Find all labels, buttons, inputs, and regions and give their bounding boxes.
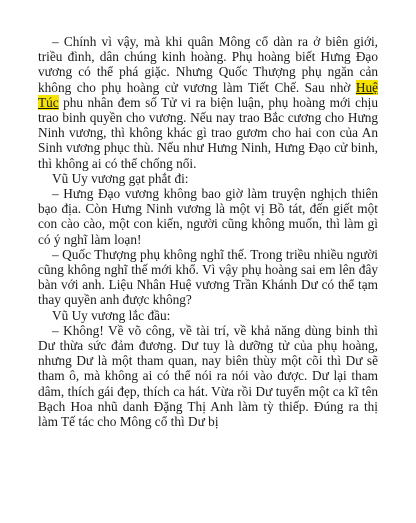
- paragraph-1-text-start: – Chính vì vậy, mà khi quân Mông cổ dàn ra ở biên giới, triều đình, dân chúng kinh hoàng. Phụ hoàng biết Hưng Đạo vương có thể phá giặc. Nhưng Quốc Thượng phụ ngăn cản không cho phụ hoàng cử vương làm Tiết Chế. Sau nhờ: [38, 34, 378, 95]
- paragraph-1-text-end: phu nhân đem số Tử vi ra biện luận, phụ hoàng mới chịu trao binh quyền cho vương. Nếu nay trao Bắc cương cho Hưng Ninh vương, thì không khác gì trao gươm cho hai con của An Sinh vương phục thù. Nếu như Hưng Ninh, Hưng Đạo cử binh, thì không ai có thể chống nổi.: [38, 94, 378, 171]
- paragraph-1: [38, 34, 378, 171]
- highlighted-name-link[interactable]: Huệ Túc: [38, 79, 378, 110]
- document-page: [38, 34, 378, 429]
- paragraph-5: Vũ Uy vương lắc đầu:: [52, 307, 171, 323]
- paragraph-6: – Không! Về võ công, về tài trí, về khả năng dùng binh thì Dư thừa sức đảm đương. Dư tuy là dưỡng tử của phụ hoàng, nhưng Dư là một tham quan, nay biên thùy một cõi thì Dư sẽ tham ô, mà không ai có thể nói ra nói vào được. Dư lại tham dâm, thích gái đẹp, thích ca hát. Vừa rồi Dư tuyển một ca kĩ tên Bạch Hoa nhũ danh Đặng Thị Anh làm tỳ thiếp. Đúng ra thị làm Tế tác cho Mông cổ thì Dư bị: [38, 322, 378, 430]
- paragraph-4: – Quốc Thượng phụ không nghĩ thế. Trong triều nhiều người cũng không nghĩ thế mới khổ. Vì vậy phụ hoàng sai em lên đây bàn với anh. Liệu Nhân Huệ vương Trần Khánh Dư có thể tạm thay quyền anh được không?: [38, 246, 378, 308]
- paragraph-2: Vũ Uy vương gạt phắt đi:: [52, 170, 189, 186]
- paragraph-3: – Hưng Đạo vương không bao giờ làm truyện nghịch thiên bạo địa. Còn Hưng Ninh vương là một vị Bồ tát, đến giết một con cào cào, một con kiến, người cũng không muốn, thì làm gì có ý nghĩ làm loạn!: [38, 186, 378, 247]
